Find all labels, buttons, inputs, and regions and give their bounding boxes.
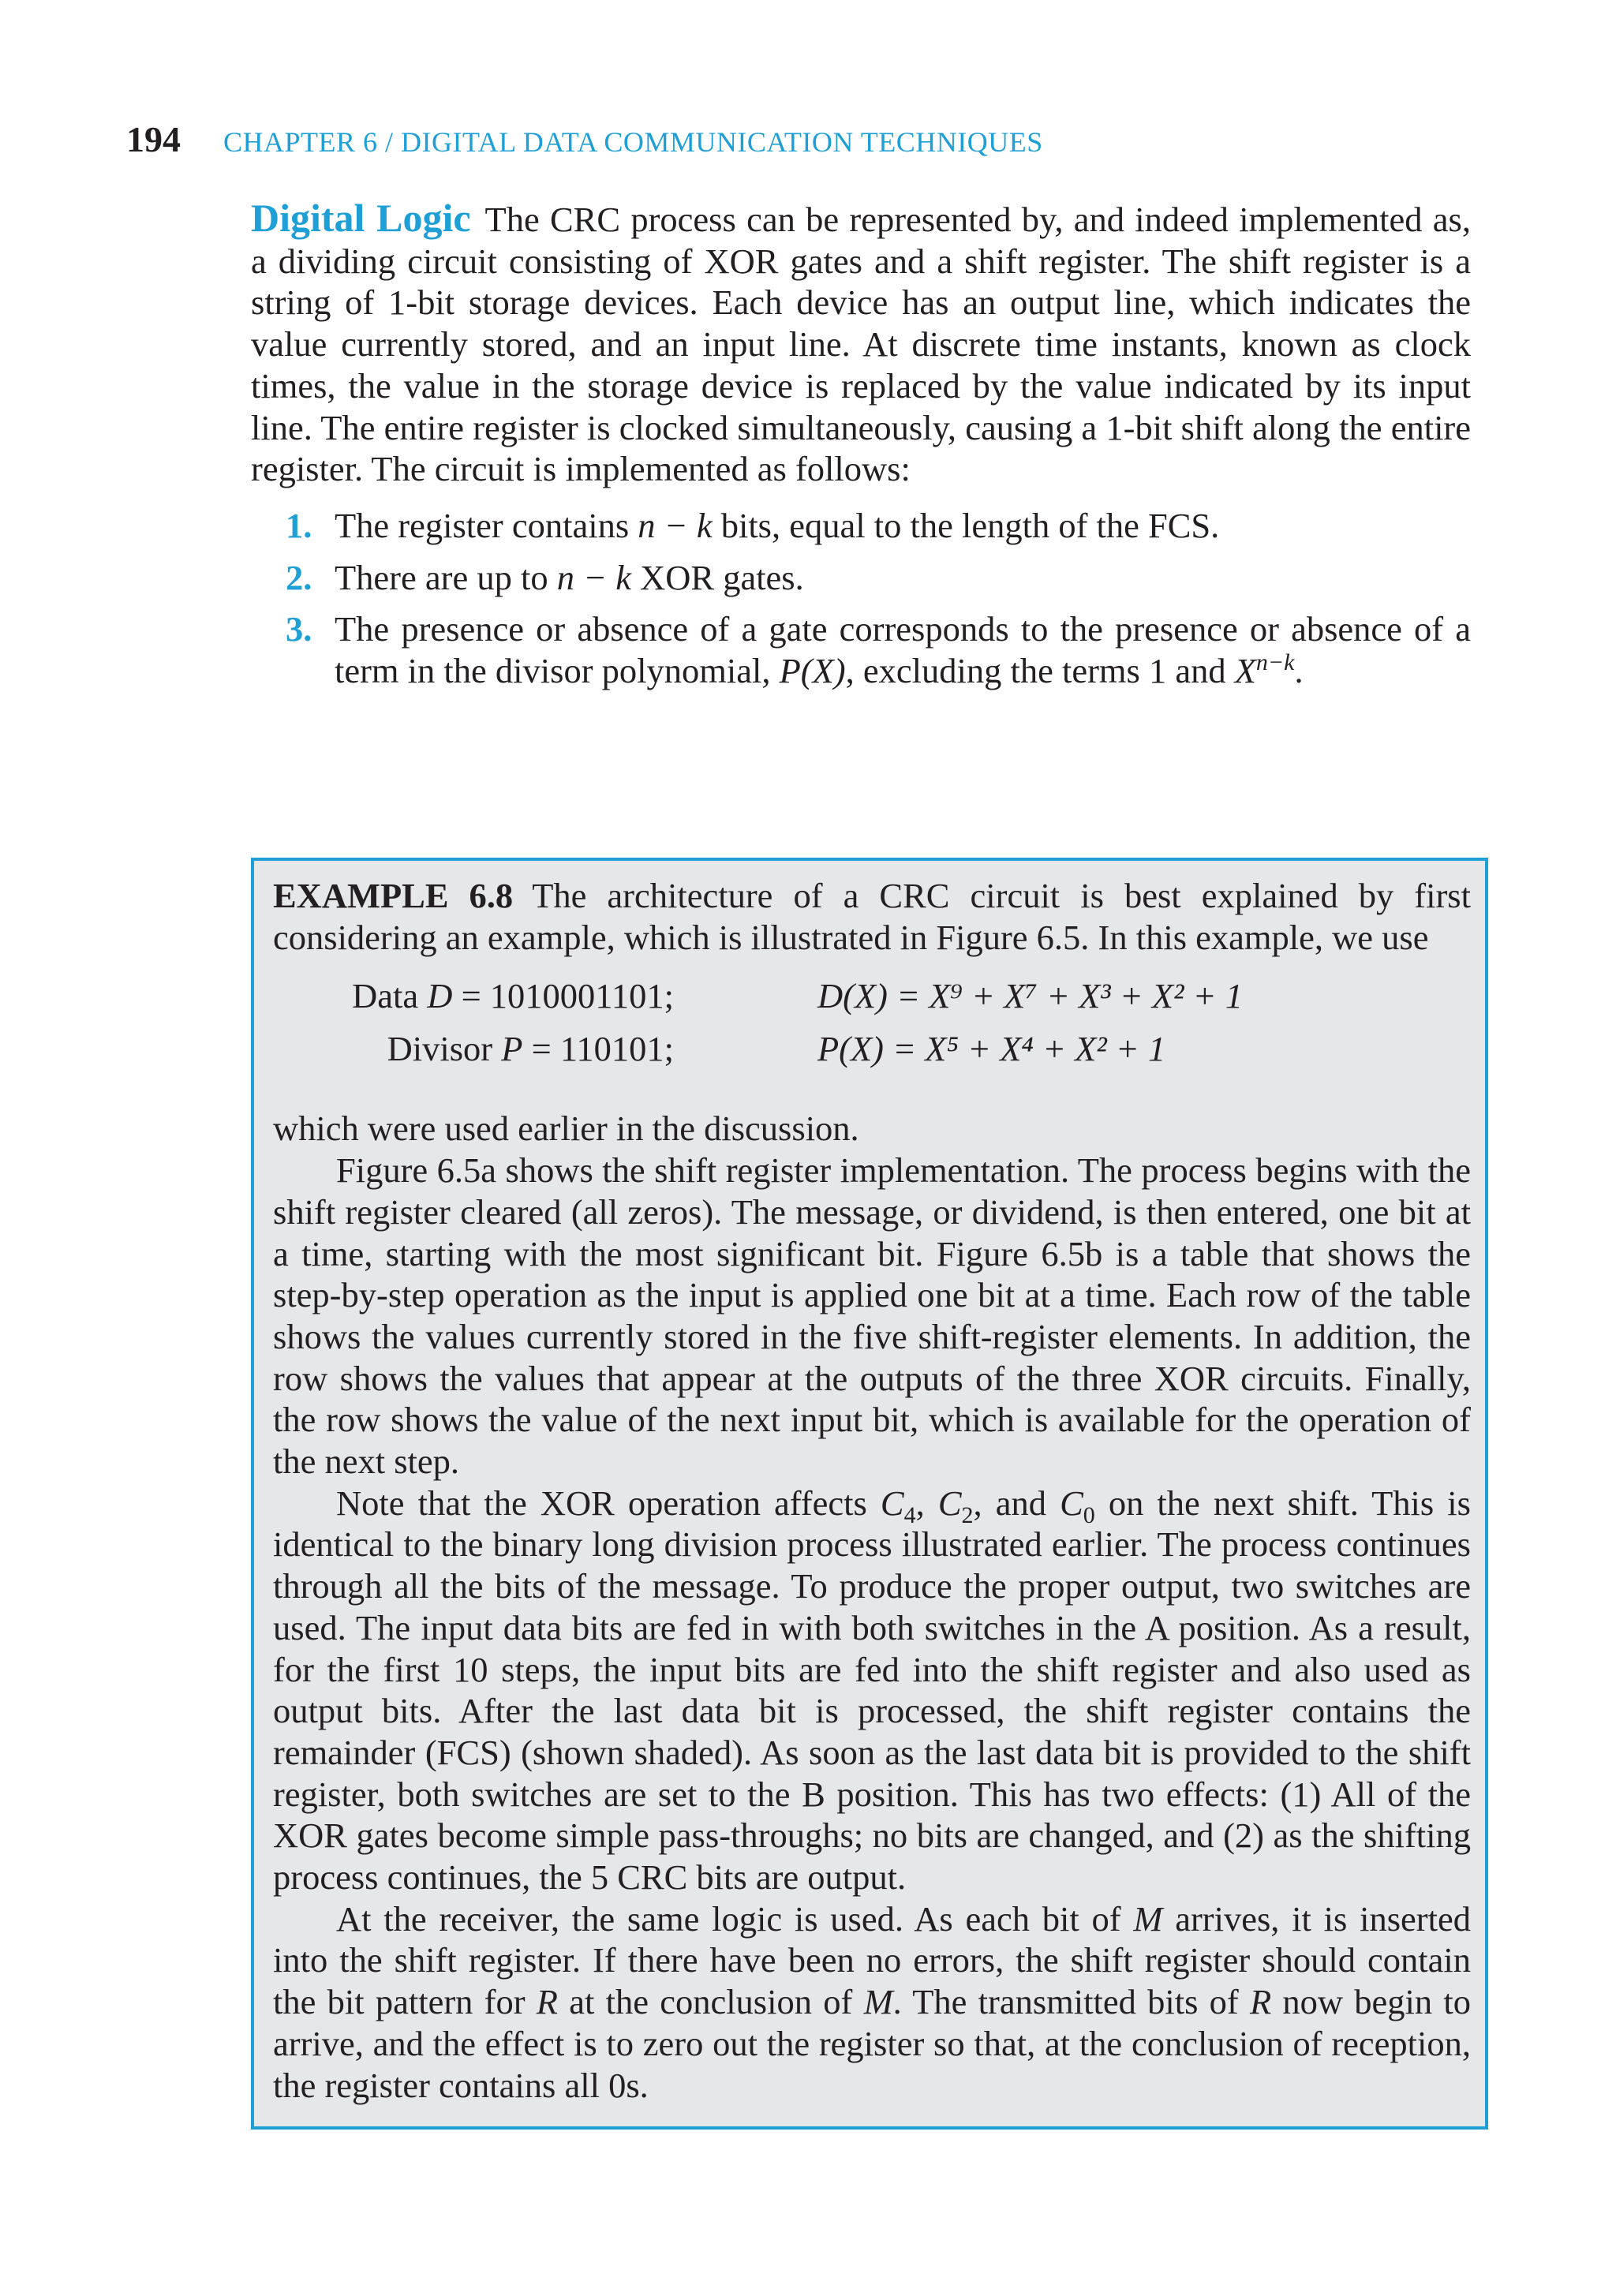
list-item xyxy=(286,505,1471,547)
example-title: EXAMPLE 6.8 xyxy=(273,876,514,915)
list-item-text: There are up to n − k XOR gates. xyxy=(335,557,804,597)
list-item xyxy=(286,608,1471,691)
section-heading: Digital Logic xyxy=(251,196,471,240)
equation-data-poly: D(X) = X⁹ + X⁷ + X³ + X² + 1 xyxy=(817,976,1243,1016)
running-head: CHAPTER 6 / DIGITAL DATA COMMUNICATION TECHNIQUES xyxy=(223,126,1043,158)
intro-paragraph xyxy=(251,197,1471,490)
list-item-text: The presence or absence of a gate corresponds to the presence or absence of a term in the divisor polynomial, P(X), excluding the terms 1 and $X^{n-k}$. xyxy=(335,609,1471,691)
example-after-eq: which were used earlier in the discussion. xyxy=(273,1109,859,1149)
list-item-number: 3. xyxy=(286,609,312,649)
numbered-list xyxy=(286,505,1471,702)
list-item-number: 2. xyxy=(286,557,312,597)
example-lead: EXAMPLE 6.8 The architecture of a CRC circuit is best explained by first considering an example, which is illustrated in Figure 6.5. In this example, we use xyxy=(273,876,1471,957)
equation-divisor-left: Divisor P = 110101; xyxy=(387,1029,674,1069)
example-paragraph-3: At the receiver, the same logic is used. As each bit of M arrives, it is inserted into the shift register. If there have been no errors, the shift register should contain the bit pattern for R at the conclusion of M. The transmitted bits of R now begin to arrive, and the effect is to zero out the register so that, at the conclusion of reception, the register contains all 0s. xyxy=(273,1898,1471,2105)
example-paragraph-2: Note that the XOR operation affects $C_4$, $C_2$, and $C_0$ on the next shift. This is identical to the binary long division process illustrated earlier. The process continues through all the bits of the message. To produce the proper output, two switches are used. The input data bits are fed in with both switches in the A position. As a result, for the first 10 steps, the input bits are fed into the shift register and also used as output bits. After the last data bit is processed, the shift register contains the remainder (FCS) (shown shaded). As soon as the last data bit is provided to the shift register, both switches are set to the B position. This has two effects: (1) All of the XOR gates become simple pass-throughs; no bits are changed, and (2) as the shifting process continues, the 5 CRC bits are output. xyxy=(273,1483,1471,1898)
page-number: 194 xyxy=(126,119,181,159)
list-item-number: 1. xyxy=(286,506,312,545)
equation-divisor-poly: P(X) = X⁵ + X⁴ + X² + 1 xyxy=(817,1029,1166,1069)
list-item xyxy=(286,557,1471,599)
equation-data-left: Data D = 1010001101; xyxy=(352,976,674,1016)
example-box xyxy=(251,858,1488,2130)
equation-block xyxy=(273,975,1471,1094)
intro-text: The CRC process can be represented by, and indeed implemented as, a dividing circuit consisting of XOR gates and a shift register. The shift register is a string of 1-bit storage devices. Each device has an output line, which indicates the value currently stored, and an input line. At discrete time instants, known as clock times, the value in the storage device is replaced by the value indicated by its input line. The entire register is clocked simultaneously, causing a 1-bit shift along the entire register. The circuit is implemented as follows: xyxy=(251,200,1471,489)
page-header xyxy=(126,118,1043,160)
list-item-text: The register contains n − k bits, equal to the length of the FCS. xyxy=(335,506,1220,545)
example-paragraph-1: Figure 6.5a shows the shift register implementation. The process begins with the shift register cleared (all zeros). The message, or dividend, is then entered, one bit at a time, starting with the most significant bit. Figure 6.5b is a table that shows the step-by-step operation as the input is applied one bit at a time. Each row of the table shows the values currently stored in the five shift-register elements. In addition, the row shows the values that appear at the outputs of the three XOR circuits. Finally, the row shows the value of the next input bit, which is available for the operation of the next step. xyxy=(273,1150,1471,1482)
example-body xyxy=(273,875,1471,2106)
